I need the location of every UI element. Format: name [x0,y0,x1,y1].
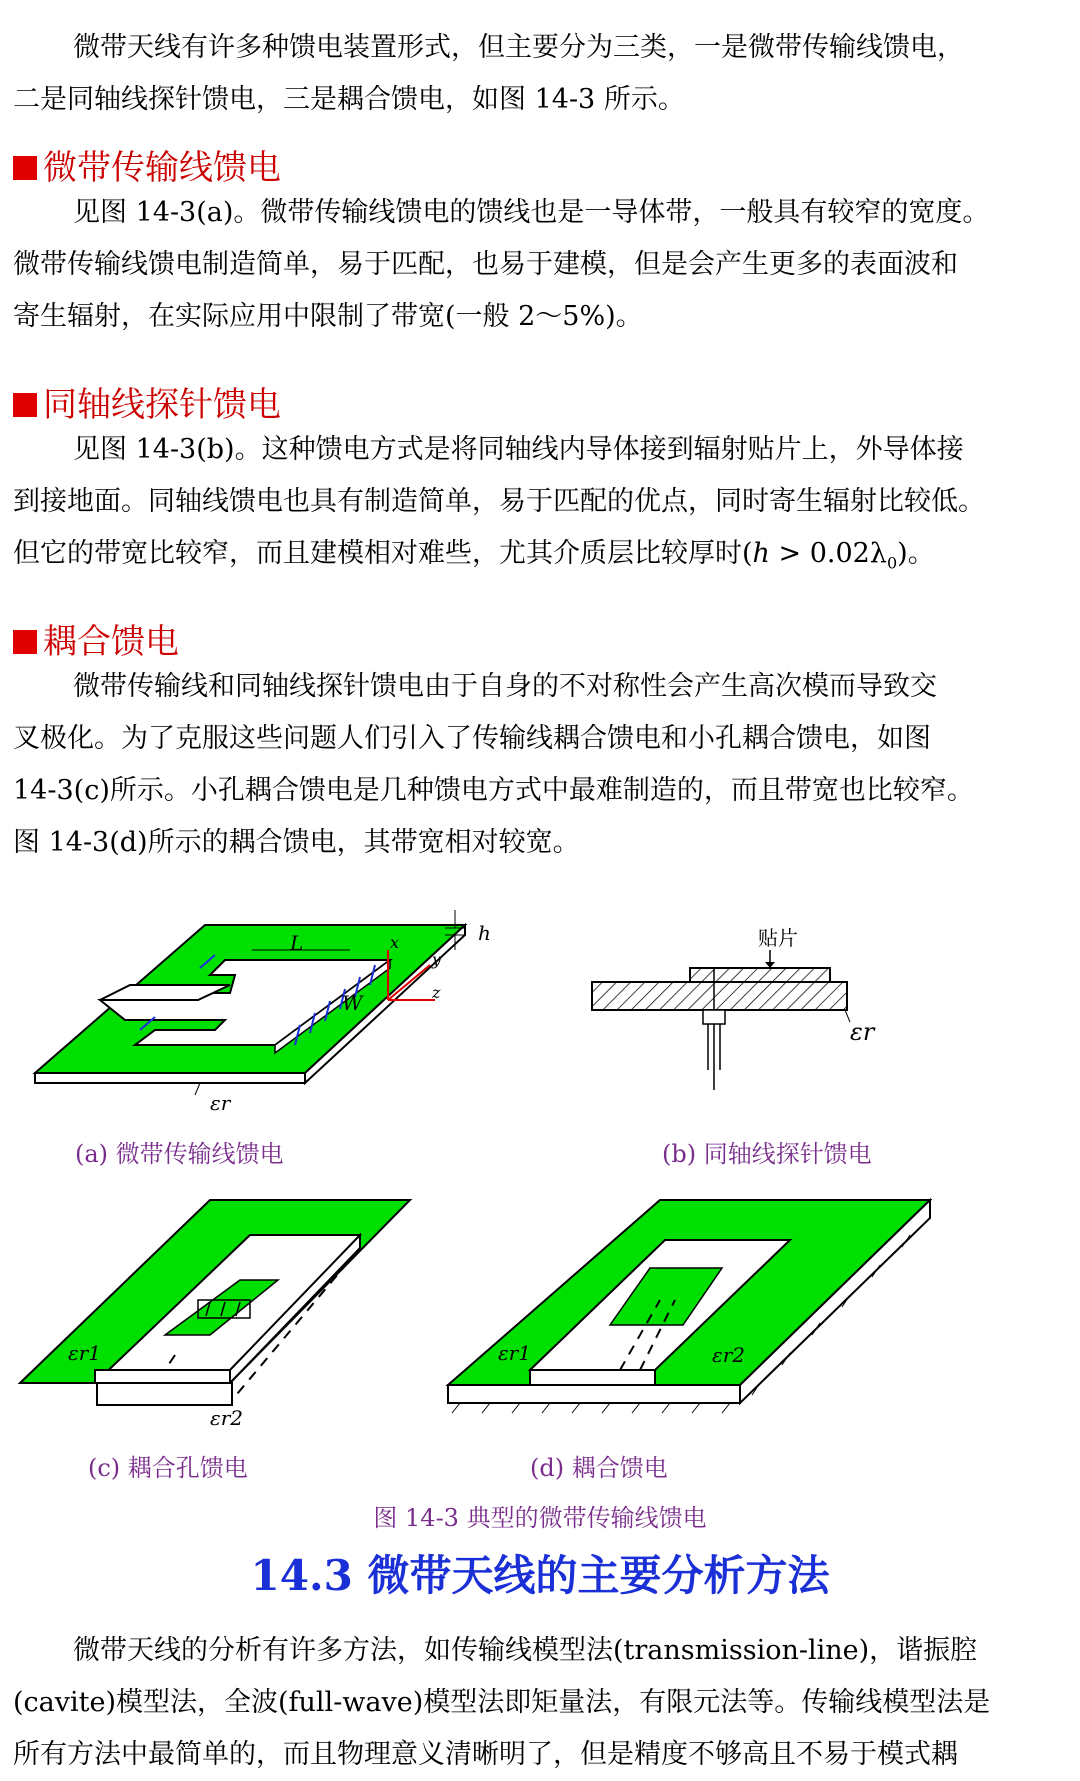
coax-line-2: 到接地面。同轴线馈电也具有制造简单，易于匹配的优点，同时寄生辐射比较低。 [13,486,985,517]
math-subscript: 0 [886,553,898,573]
coax-line-1: 见图 14-3(b)。这种馈电方式是将同轴线内导体接到辐射贴片上，外导体接 [73,434,964,465]
heading-microstrip-feed-text: 微带传输线馈电 [43,148,281,188]
analysis-line-2: (cavite)模型法，全波(full-wave)模型法即矩量法，有限元法等。传输线模型法是 [13,1687,991,1718]
label-epsilon-a: εr [210,1091,231,1115]
label-x: x [390,933,400,952]
label-h: h [478,921,491,945]
coupled-line-3: 14-3(c)所示。小孔耦合馈电是几种馈电方式中最难制造的，而且带宽也比较窄。 [13,775,974,806]
coax-line-3-text: 但它的带宽比较窄，而且建模相对难些，尤其介质层比较厚时( [13,538,753,569]
microstrip-line-3: 寄生辐射，在实际应用中限制了带宽(一般 2～5%)。 [13,301,643,332]
intro-line-1: 微带天线有许多种馈电装置形式，但主要分为三类，一是微带传输线馈电， [73,32,964,63]
coax-line-3-end: )。 [897,538,935,569]
math-h: h [752,538,770,569]
coax-connector-b [703,1010,725,1024]
label-epsilon-r2-d: εr2 [712,1343,746,1367]
heading-coax-feed-text: 同轴线探针馈电 [43,385,281,425]
substrate-b [592,982,847,1010]
caption-c: (c) 耦合孔馈电 [88,1454,248,1482]
section-title: 14.3 微带天线的主要分析方法 [250,1551,830,1600]
label-epsilon-r2-c: εr2 [210,1406,244,1430]
heading-coupled-feed-text: 耦合馈电 [43,622,179,662]
label-W: W [342,991,363,1015]
diagram-c [20,1200,410,1430]
caption-d: (d) 耦合馈电 [530,1454,668,1482]
label-L: L [290,931,304,955]
diagram-d [448,1200,930,1413]
patch-b [690,968,830,982]
label-z: z [432,983,441,1002]
coupled-line-1: 微带传输线和同轴线探针馈电由于自身的不对称性会产生高次模而导致交 [73,671,937,702]
diagram-a [35,910,491,1115]
coupled-line-2: 叉极化。为了克服这些问题人们引入了传输线耦合馈电和小孔耦合馈电，如图 [13,723,931,754]
figure-title: 图 14-3 典型的微带传输线馈电 [373,1504,707,1532]
substrate-front-a [35,1073,305,1083]
label-epsilon-r1-d: εr1 [498,1341,532,1365]
label-epsilon-r1-c: εr1 [68,1341,102,1365]
diagram-b [592,926,876,1090]
intro-line-2: 二是同轴线探针馈电，三是耦合馈电，如图 14-3 所示。 [13,84,685,115]
analysis-paragraph [13,1625,1053,1781]
analysis-line-1: 微带天线的分析有许多方法，如传输线模型法(transmission-line)，谐振腔 [73,1635,978,1666]
coupled-line-4: 图 14-3(d)所示的耦合馈电，其带宽相对较宽。 [13,827,580,858]
lower-substrate-c [97,1383,232,1405]
label-y: y [432,950,442,969]
math-condition: > 0.02λ [769,538,887,569]
caption-b: (b) 同轴线探针馈电 [662,1140,872,1168]
label-patch: 贴片 [758,926,798,950]
microstrip-line-2: 微带传输线馈电制造简单，易于匹配，也易于建模，但是会产生更多的表面波和 [13,249,958,280]
analysis-line-3: 所有方法中最简单的，而且物理意义清晰明了，但是精度不够高且不易于模式耦 [13,1739,958,1770]
microstrip-line-1: 见图 14-3(a)。微带传输线馈电的馈线也是一导体带，一般具有较窄的宽度。 [73,197,990,228]
caption-a: (a) 微带传输线馈电 [75,1140,284,1168]
label-epsilon-b: εr [850,1018,875,1046]
